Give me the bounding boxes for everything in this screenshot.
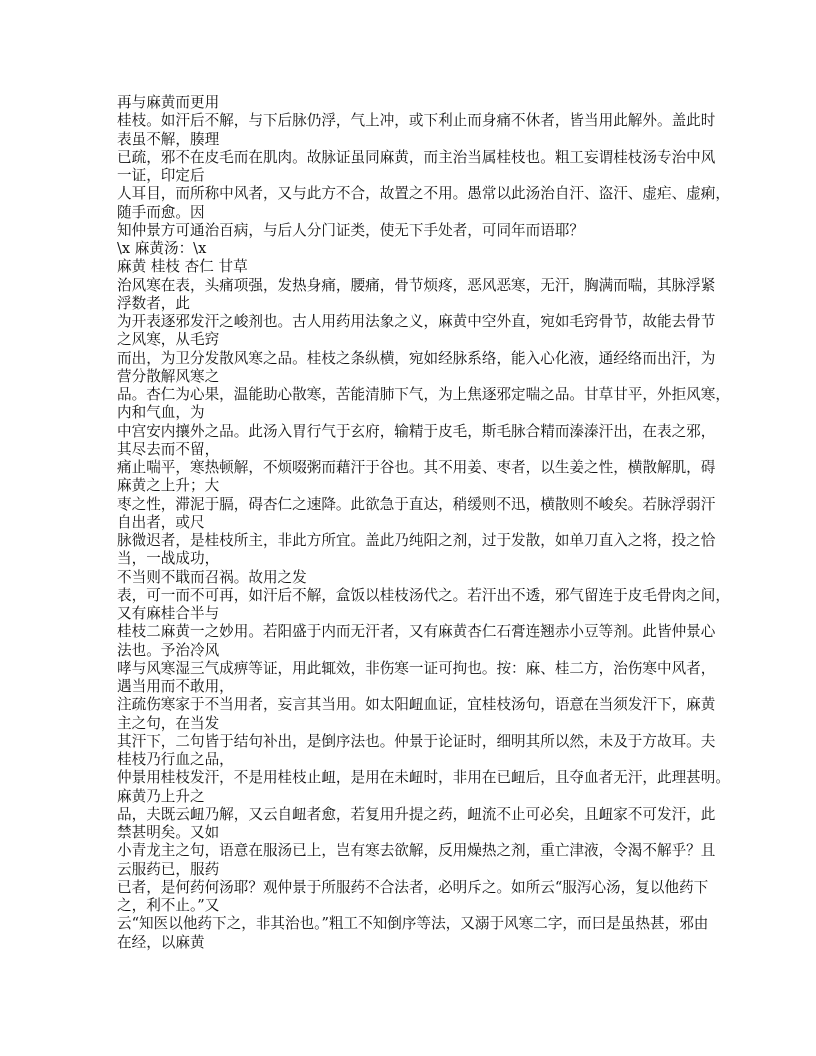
text-line: 其尽去而不留， <box>117 440 220 458</box>
text-line: 之，利不止。”又 <box>117 897 220 914</box>
text-line: 自出者，或尺 <box>117 513 205 531</box>
text-line: 小青龙主之句，语意在服汤已上，岂有寒去欲解，反用燥热之剂，重亡津液，令渴不解乎？且 <box>117 842 716 860</box>
text-line: 当，一战成功， <box>117 550 220 568</box>
text-line: 随手而愈。因 <box>117 203 205 221</box>
text-line: 已者，是何药何汤耶？观仲景于所服药不合法者，必明斥之。如所云“服泻心汤，复以他药下 <box>117 878 709 896</box>
text-line: 不当则不戢而召祸。故用之发 <box>117 568 307 586</box>
text-line: 枣之性，滞泥于膈，碍杏仁之速降。此欲急于直达，稍缓则不迅，横散则不峻矣。若脉浮弱汗 <box>117 495 716 513</box>
text-line: 中宫安内攘外之品。此汤入胃行气于玄府，输精于皮毛，斯毛脉合精而溱溱汗出，在表之邪， <box>117 422 716 440</box>
text-line: 治风寒在表，头痛项强，发热身痛，腰痛，骨节烦疼，恶风恶寒，无汗，胸满而喘，其脉浮紧 <box>117 276 716 294</box>
text-line: 品。杏仁为心果，温能助心散寒，苦能清肺下气，为上焦逐邪定喘之品。甘草甘平，外拒风寒， <box>117 386 730 403</box>
text-line: 表虽不解，腠理 <box>117 130 220 148</box>
text-line: 已疏，邪不在皮毛而在肌肉。故脉证虽同麻黄，而主治当属桂枝也。粗工妄谓桂枝汤专治中风 <box>117 148 716 166</box>
text-line: 知仲景方可通治百病，与后人分门证类，使无下手处者，可同年而语耶？ <box>117 221 585 239</box>
text-line: 浮数者，此 <box>117 294 190 312</box>
text-line: 云“知医以他药下之，非其治也。”粗工不知倒序等法，又溺于风寒二字，而曰是虽热甚，邪由 <box>117 915 709 933</box>
text-line: 麻黄乃上升之 <box>117 787 205 805</box>
text-line: 营分散解风寒之 <box>117 367 220 385</box>
text-line: 内和气血，为 <box>117 404 205 422</box>
text-line: 脉微迟者，是桂枝所主，非此方所宜。盖此乃纯阳之剂，过于发散，如单刀直入之将，投之恰 <box>117 532 716 549</box>
text-line: 桂枝二麻黄一之妙用。若阳盛于内而无汗者，又有麻黄杏仁石膏连翘赤小豆等剂。此皆仲景心 <box>117 623 716 641</box>
document-body <box>117 94 757 952</box>
text-line: 桂枝。如汗后不解，与下后脉仍浮，气上冲，或下利止而身痛不休者，皆当用此解外。盖此时 <box>117 112 716 130</box>
text-line: 其汗下，二句皆于结句补出，是倒序法也。仲景于论证时，细明其所以然，未及于方故耳。夫 <box>117 732 716 750</box>
text-line: 注疏伤寒家于不当用者，妄言其当用。如太阳衄血证，宜桂枝汤句，语意在当须发汗下，麻黄 <box>117 696 716 714</box>
text-line: 之风寒，从毛窍 <box>117 331 220 349</box>
text-line: 为开表逐邪发汗之峻剂也。古人用药用法象之义，麻黄中空外直，宛如毛窍骨节，故能去骨节 <box>117 313 716 330</box>
text-line: 主之句，在当发 <box>117 714 220 732</box>
text-line: 而出，为卫分发散风寒之品。桂枝之条纵横，宛如经脉系络，能入心化液，通经络而出汗，为 <box>117 349 716 367</box>
text-line: 遇当用而不敢用， <box>117 678 234 695</box>
text-line: 又有麻桂合半与 <box>117 605 220 622</box>
text-line: 表，可一而不可再，如汗后不解，盒饭以桂枝汤代之。若汗出不透，邪气留连于皮毛骨肉之间， <box>117 586 730 604</box>
text-line: 麻黄 桂枝 杏仁 甘草 <box>117 258 248 276</box>
text-line: 再与麻黄而更用 <box>117 94 220 111</box>
text-line: 法也。予治冷风 <box>117 641 220 659</box>
text-line: 麻黄之上升；大 <box>117 477 220 495</box>
text-line: 桂枝乃行血之品， <box>117 751 234 768</box>
text-line: 品，夫既云衄乃解，又云自衄者愈，若复用升提之药，衄流不止可必矣，且衄家不可发汗，此 <box>117 805 716 823</box>
text-line: 禁甚明矣。又如 <box>117 824 220 841</box>
text-line: 痛止喘平，寒热顿解，不烦啜粥而藉汗于谷也。其不用姜、枣者，以生姜之性，横散解肌，碍 <box>117 459 716 476</box>
text-line: 人耳目，而所称中风者，又与此方不合，故置之不用。愚常以此汤治自汗、盗汗、虚疟、虚痢， <box>117 185 730 203</box>
text-line: \x 麻黄汤：\x <box>117 240 207 257</box>
text-line: 在经，以麻黄 <box>117 933 205 951</box>
text-line: 一证，印定后 <box>117 167 205 184</box>
text-line: 哮与风寒湿三气成痹等证，用此辄效，非伤寒一证可拘也。按：麻、桂二方，治伤寒中风者， <box>117 659 716 677</box>
text-line: 云服药已，服药 <box>117 860 220 878</box>
text-line: 仲景用桂枝发汗，不是用桂枝止衄，是用在未衄时，非用在已衄后，且夺血者无汗，此理甚明。 <box>117 769 730 787</box>
